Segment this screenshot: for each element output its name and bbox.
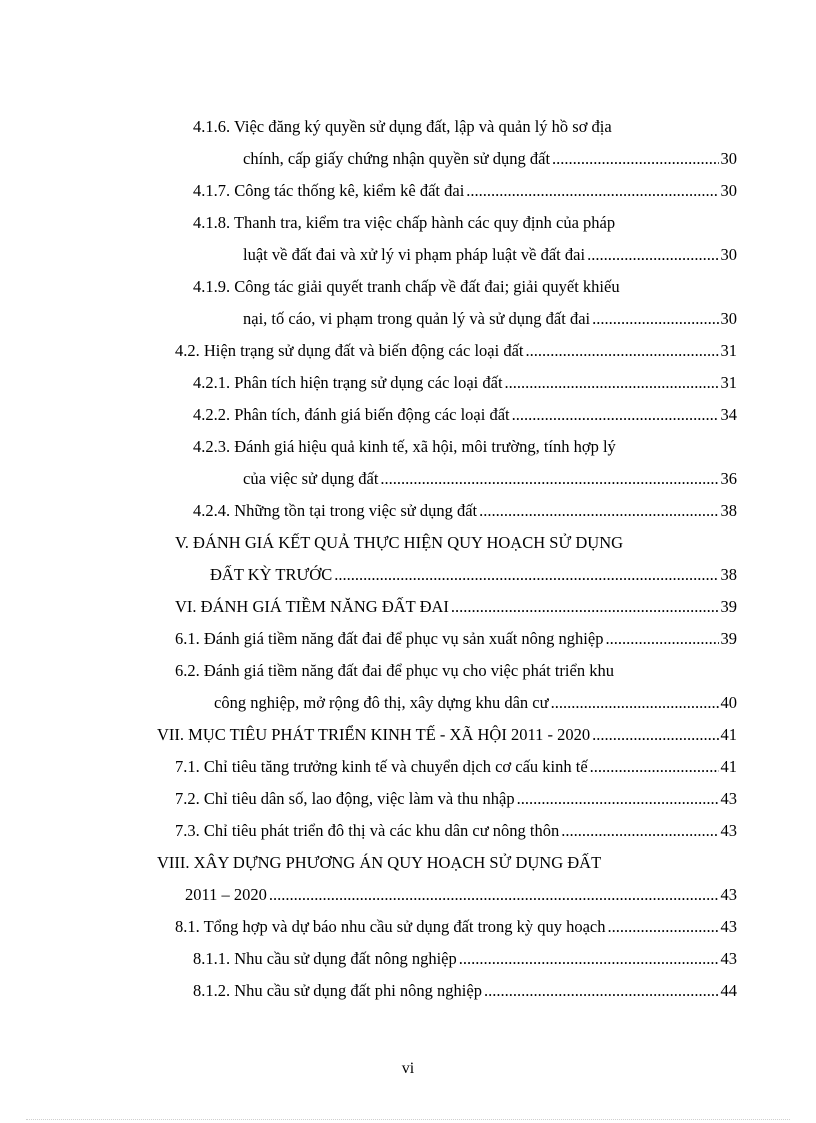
toc-entry-6-2-cont[interactable] xyxy=(214,693,737,713)
toc-page-number: 44 xyxy=(720,981,737,1000)
toc-entry-6-1[interactable] xyxy=(175,629,737,649)
toc-entry-viii[interactable] xyxy=(157,853,601,873)
toc-entry-text: 4.1.7. Công tác thống kê, kiểm kê đất đai xyxy=(193,181,465,200)
toc-page-number: 43 xyxy=(720,885,737,904)
toc-page-number: 30 xyxy=(720,309,737,328)
toc-entry-text: ĐẤT KỲ TRƯỚC xyxy=(210,565,333,584)
toc-entry-4-1-8-cont[interactable] xyxy=(243,245,737,265)
toc-entry-4-1-9-cont[interactable] xyxy=(243,309,737,329)
toc-entry-4-1-7[interactable] xyxy=(193,181,737,201)
dot-leader xyxy=(561,821,718,841)
dot-leader xyxy=(484,981,719,1001)
page-number: vi xyxy=(401,1060,415,1077)
toc-entry-text: V. ĐÁNH GIÁ KẾT QUẢ THỰC HIỆN QUY HOẠCH SỬ DỤNG xyxy=(175,533,624,552)
toc-page-number: 43 xyxy=(720,789,737,808)
dot-leader xyxy=(525,341,718,361)
toc-entry-4-2[interactable] xyxy=(175,341,737,361)
toc-entry-text: 4.2.3. Đánh giá hiệu quả kinh tế, xã hội, môi trường, tính hợp lý xyxy=(193,437,616,456)
toc-entry-text: nại, tố cáo, vi phạm trong quản lý và sử dụng đất đai xyxy=(243,309,591,328)
toc-entry-text: 8.1.2. Nhu cầu sử dụng đất phi nông nghiệp xyxy=(193,981,482,1000)
dot-leader xyxy=(479,501,718,521)
toc-entry-8-1-1[interactable] xyxy=(193,949,737,969)
toc-page-number: 43 xyxy=(720,821,737,840)
toc-entry-text: 4.2. Hiện trạng sử dụng đất và biến động các loại đất xyxy=(175,341,524,360)
toc-page-number: 43 xyxy=(720,917,737,936)
toc-page-number: 38 xyxy=(720,565,737,584)
toc-entry-text: VII. MỤC TIÊU PHÁT TRIỂN KINH TẾ - XÃ HỘI 2011 - 2020 xyxy=(157,725,591,744)
toc-entry-7-1[interactable] xyxy=(175,757,737,777)
toc-entry-v-cont[interactable] xyxy=(210,565,737,585)
toc-entry-text: 7.1. Chỉ tiêu tăng trưởng kinh tế và chuyển dịch cơ cấu kinh tế xyxy=(175,757,588,776)
toc-entry-text: 8.1. Tổng hợp và dự báo nhu cầu sử dụng đất trong kỳ quy hoạch xyxy=(175,917,606,936)
dot-leader xyxy=(551,693,719,713)
toc-entry-text: 4.2.1. Phân tích hiện trạng sử dụng các loại đất xyxy=(193,373,503,392)
toc-entry-text: 7.2. Chỉ tiêu dân số, lao động, việc làm và thu nhập xyxy=(175,789,515,808)
dot-leader xyxy=(605,629,718,649)
toc-entry-text: 6.2. Đánh giá tiềm năng đất đai để phục vụ cho việc phát triển khu xyxy=(175,661,614,680)
page-bottom-divider xyxy=(26,1119,790,1120)
toc-entry-text: VIII. XÂY DỰNG PHƯƠNG ÁN QUY HOẠCH SỬ DỤNG ĐẤT xyxy=(157,853,602,872)
toc-entry-viii-cont[interactable] xyxy=(185,885,737,905)
toc-page-number: 43 xyxy=(720,949,737,968)
toc-entry-text: 6.1. Đánh giá tiềm năng đất đai để phục vụ sản xuất nông nghiệp xyxy=(175,629,604,648)
toc-page-number: 38 xyxy=(720,501,737,520)
dot-leader xyxy=(552,149,718,169)
dot-leader xyxy=(592,725,718,745)
dot-leader xyxy=(451,597,719,617)
toc-entry-text: 4.1.8. Thanh tra, kiểm tra việc chấp hành các quy định của pháp xyxy=(193,213,616,232)
toc-page-number: 39 xyxy=(720,597,737,616)
dot-leader xyxy=(269,885,719,905)
toc-entry-text: 4.2.2. Phân tích, đánh giá biến động các loại đất xyxy=(193,405,510,424)
toc-entry-4-2-3[interactable] xyxy=(193,437,616,457)
toc-page-number: 41 xyxy=(720,725,737,744)
toc-page-number: 30 xyxy=(720,245,737,264)
toc-entry-8-1-2[interactable] xyxy=(193,981,737,1001)
toc-page-number: 31 xyxy=(720,341,737,360)
toc-entry-text: VI. ĐÁNH GIÁ TIỀM NĂNG ĐẤT ĐAI xyxy=(175,597,449,616)
toc-entry-7-3[interactable] xyxy=(175,821,737,841)
toc-entry-4-1-8[interactable] xyxy=(193,213,615,233)
toc-entry-text: 4.1.6. Việc đăng ký quyền sử dụng đất, lập và quản lý hồ sơ địa xyxy=(193,117,612,136)
toc-entry-vii[interactable] xyxy=(157,725,737,745)
dot-leader xyxy=(587,245,718,265)
dot-leader xyxy=(517,789,719,809)
toc-entry-text: 8.1.1. Nhu cầu sử dụng đất nông nghiệp xyxy=(193,949,457,968)
toc-entry-4-2-1[interactable] xyxy=(193,373,737,393)
toc-page-number: 40 xyxy=(720,693,737,712)
toc-entry-v[interactable] xyxy=(175,533,623,553)
toc-entry-4-1-9[interactable] xyxy=(193,277,620,297)
toc-entry-7-2[interactable] xyxy=(175,789,737,809)
toc-entry-text: 4.1.9. Công tác giải quyết tranh chấp về đất đai; giải quyết khiếu xyxy=(193,277,620,296)
toc-page-number: 31 xyxy=(720,373,737,392)
dot-leader xyxy=(466,181,718,201)
toc-page-number: 41 xyxy=(720,757,737,776)
dot-leader xyxy=(592,309,718,329)
toc-page-number: 36 xyxy=(720,469,737,488)
toc-page-number: 30 xyxy=(720,149,737,168)
toc-entry-text: luật về đất đai và xử lý vi phạm pháp luật về đất đai xyxy=(243,245,586,264)
toc-entry-text: chính, cấp giấy chứng nhận quyền sử dụng đất xyxy=(243,149,551,168)
toc-entry-4-1-6-cont[interactable] xyxy=(243,149,737,169)
toc-entry-text: của việc sử dụng đất xyxy=(243,469,379,488)
dot-leader xyxy=(505,373,719,393)
toc-entry-4-2-4[interactable] xyxy=(193,501,737,521)
toc-entry-8-1[interactable] xyxy=(175,917,737,937)
toc-entry-6-2[interactable] xyxy=(175,661,614,681)
dot-leader xyxy=(590,757,719,777)
dot-leader xyxy=(334,565,718,585)
dot-leader xyxy=(512,405,719,425)
toc-page-number: 39 xyxy=(720,629,737,648)
dot-leader xyxy=(608,917,719,937)
toc-page-number: 30 xyxy=(720,181,737,200)
toc-entry-4-1-6[interactable] xyxy=(193,117,612,137)
toc-entry-text: công nghiệp, mở rộng đô thị, xây dựng khu dân cư xyxy=(214,693,549,712)
toc-entry-4-2-2[interactable] xyxy=(193,405,737,425)
toc-entry-4-2-3-cont[interactable] xyxy=(243,469,737,489)
dot-leader xyxy=(380,469,718,489)
toc-entry-text: 4.2.4. Những tồn tại trong việc sử dụng đất xyxy=(193,501,478,520)
dot-leader xyxy=(459,949,719,969)
toc-page-number: 34 xyxy=(720,405,737,424)
toc-entry-text: 2011 – 2020 xyxy=(185,885,267,904)
toc-entry-text: 7.3. Chỉ tiêu phát triển đô thị và các khu dân cư nông thôn xyxy=(175,821,560,840)
toc-entry-vi[interactable] xyxy=(175,597,737,617)
